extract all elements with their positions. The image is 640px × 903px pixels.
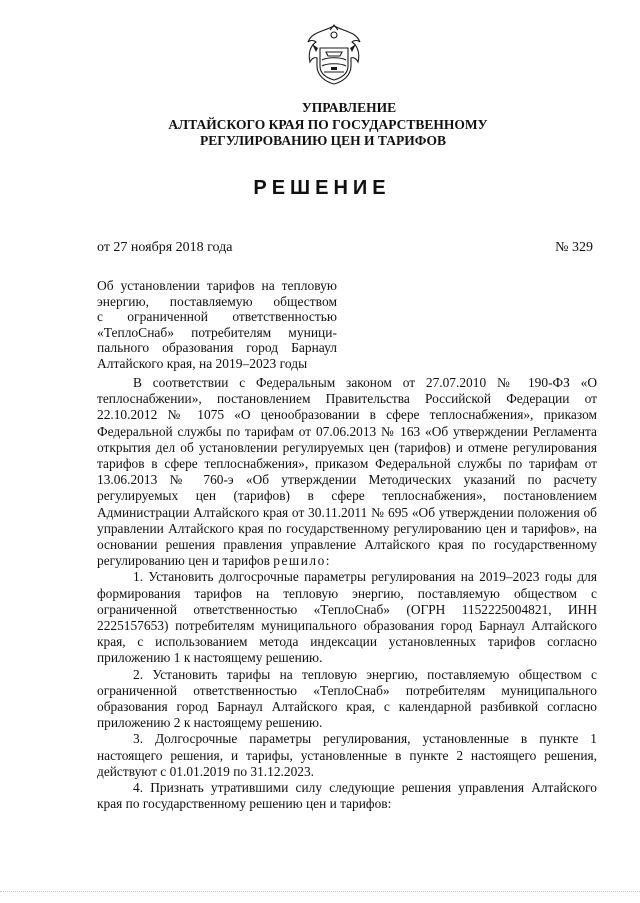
subject-line: с ограниченной ответственностью — [97, 309, 337, 325]
decision-item-2: 2. Установить тарифы на тепловую энергию, поставляемую обществом с ограниченной ответственностью «ТеплоСнаб» потребителям муниципального образования город Барнаул Алтайского края, с календарной разбивкой согласно приложению 2 к настоящему решению. — [97, 666, 597, 731]
document-body — [97, 375, 597, 812]
agency-line: УПРАВЛЕНИЕ — [301, 100, 397, 115]
subject-line: «ТеплоСнаб» потребителям муници- — [97, 324, 337, 340]
preamble-text: В соответствии с Федеральным законом от 27.07.2010 № 190-ФЗ «О теплоснабжении», постановлением Правительства Российской Федерации от 22.10.2012 № 1075 «О ценообразовании в сфере теплоснабжения», приказом Федеральной службы по тарифам от 07.06.2013 № 163 «Об утверждении Регламента открытия дел об установлении регулируемых цен (тарифов) и отмене регулирования тарифов в сфере теплоснабжения», приказом Федеральной службы по тарифам от 13.06.2013 № 760-э «Об утверждении Методических указаний по расчету регулируемых цен (тарифов) в сфере теплоснабжения», постановлением Администрации Алтайского края от 30.11.2011 № 695 «Об утверждении положения об управлении Алтайского края по государственному регулированию цен и тарифов», на основании решения правления управление Алтайского края по государственному регулированию цен и тарифов — [97, 375, 597, 569]
page-bottom-divider — [0, 891, 640, 892]
agency-name — [0, 100, 640, 150]
agency-line: АЛТАЙСКОГО КРАЯ ПО ГОСУДАРСТВЕННОМУ — [168, 116, 488, 132]
decision-item-4: 4. Признать утратившими силу следующие решения управления Алтайского края по государственному решению цен и тарифов: — [97, 780, 597, 812]
decision-item-1: 1. Установить долгосрочные параметры регулирования на 2019–2023 годы для формирования тарифов на тепловую энергию, поставляемую обществом с ограниченной ответственностью «ТеплоСнаб» (ОГРН 1152225004821, ИНН 2225157653) потребителям муниципального образования город Барнаул Алтайского края, с использованием метода индексации установленных тарифов согласно приложению 1 к настоящему решению. — [97, 569, 597, 666]
subject-line: Алтайского края, на 2019–2023 годы — [97, 355, 308, 371]
decision-item-3: 3. Долгосрочные параметры регулирования, установленные в пункте 1 настоящего решения, и тарифы, установленные в пункте 2 настоящего решения, действуют с 01.01.2019 по 31.12.2023. — [97, 731, 597, 779]
document-subject — [97, 278, 337, 372]
subject-line: энергию, поставляемую обществом — [97, 293, 337, 309]
document-number: № 329 — [555, 240, 593, 255]
agency-line: РЕГУЛИРОВАНИЮ ЦЕН И ТАРИФОВ — [199, 133, 447, 148]
subject-line: Об установлении тарифов на тепловую — [97, 278, 337, 293]
document-date: от 27 ноября 2018 года — [97, 240, 233, 255]
document-type-title: РЕШЕНИЕ — [253, 177, 391, 199]
decision-word: решило: — [273, 553, 331, 569]
subject-line: пального образования город Барнаул — [97, 340, 337, 356]
coat-of-arms-emblem — [300, 22, 368, 88]
preamble-paragraph — [97, 375, 597, 569]
